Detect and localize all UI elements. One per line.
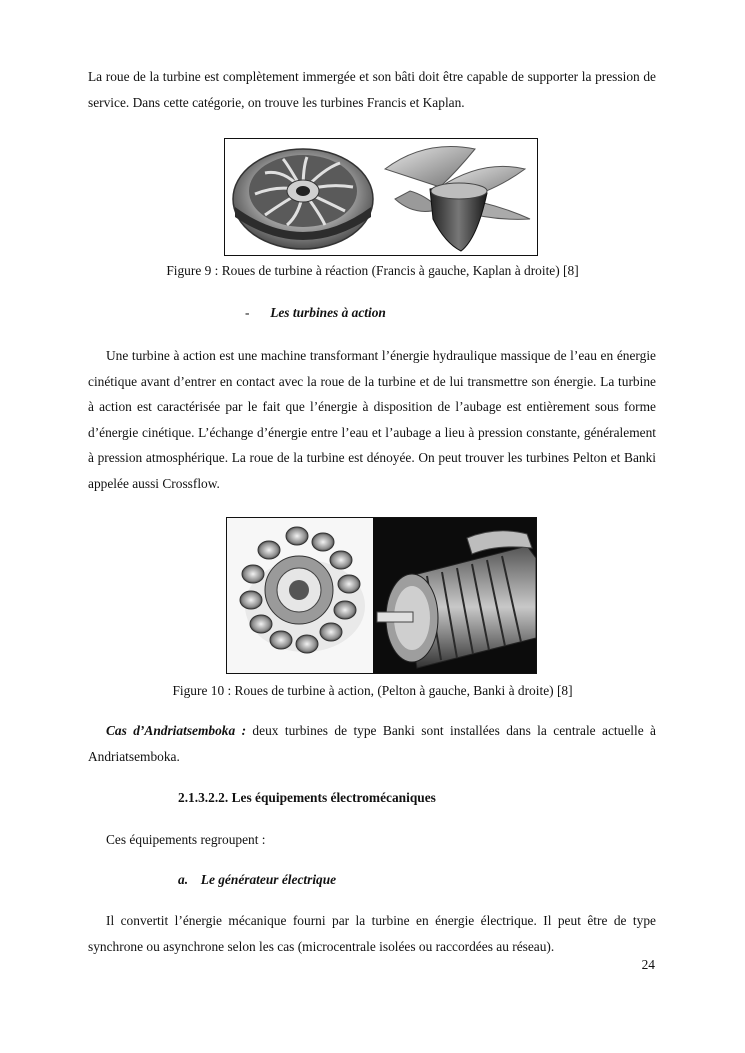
figure-9-image <box>224 138 538 256</box>
section-heading <box>178 790 436 806</box>
action-turbines-text: Une turbine à action est une machine transformant l’énergie hydraulique massique de l’eau en énergie cinétique avant d’entrer en contact avec la roue de la turbine et de lui transmettre son énergie. La turbine à action est caractérisée par le fait que l’énergie à disposition de l’aubage est entièrement sous forme d’énergie cinétique. L’échange d’énergie entre l’eau et l’aubage a lieu à pression constante, généralement à pression atmosphérique. La roue de la turbine est dénoyée. On peut trouver les turbines Pelton et Banki appelée aussi Crossflow. <box>88 348 656 491</box>
generator-paragraph <box>88 908 656 959</box>
case-text: deux turbines de type Banki sont installées dans la centrale actuelle à Andriatsemboka. <box>88 723 656 764</box>
section-number: 2.1.3.2.2. <box>178 790 229 805</box>
case-label: Cas d’Andriatsemboka : <box>106 723 247 738</box>
francis-runner <box>233 149 373 249</box>
action-turbines-heading <box>245 305 386 321</box>
subsection-heading <box>178 872 336 888</box>
action-turbines-paragraph <box>88 343 656 496</box>
equipment-intro <box>88 827 656 853</box>
equipment-intro-text: Ces équipements regroupent : <box>106 832 266 847</box>
figure-10-image <box>226 517 537 674</box>
subsection-title: Le générateur électrique <box>200 872 337 887</box>
heading-dash: - <box>245 305 250 320</box>
page-number: 24 <box>641 957 655 972</box>
intro-paragraph: La roue de la turbine est complètement immergée et son bâti doit être capable de supporter la pression de service. Dans cette catégorie, on trouve les turbines Francis et Kaplan. <box>88 69 656 110</box>
case-paragraph <box>88 718 656 769</box>
figure-10-caption: Figure 10 : Roues de turbine à action, (Pelton à gauche, Banki à droite) [8] <box>172 683 573 698</box>
section-title: Les équipements électromécaniques <box>231 790 436 805</box>
generator-text: Il convertit l’énergie mécanique fourni par la turbine en énergie électrique. Il peut être de type synchrone ou asynchrone selon les cas (microcentrale isolées ou raccordées au réseau). <box>88 913 656 954</box>
reaction-turbines-illustration <box>225 139 537 255</box>
kaplan-runner <box>385 147 530 252</box>
figure-9-caption: Figure 9 : Roues de turbine à réaction (Francis à gauche, Kaplan à droite) [8] <box>166 263 579 278</box>
subsection-letter: a. <box>178 872 189 887</box>
heading-title: Les turbines à action <box>270 305 386 320</box>
action-turbines-illustration <box>227 518 536 673</box>
